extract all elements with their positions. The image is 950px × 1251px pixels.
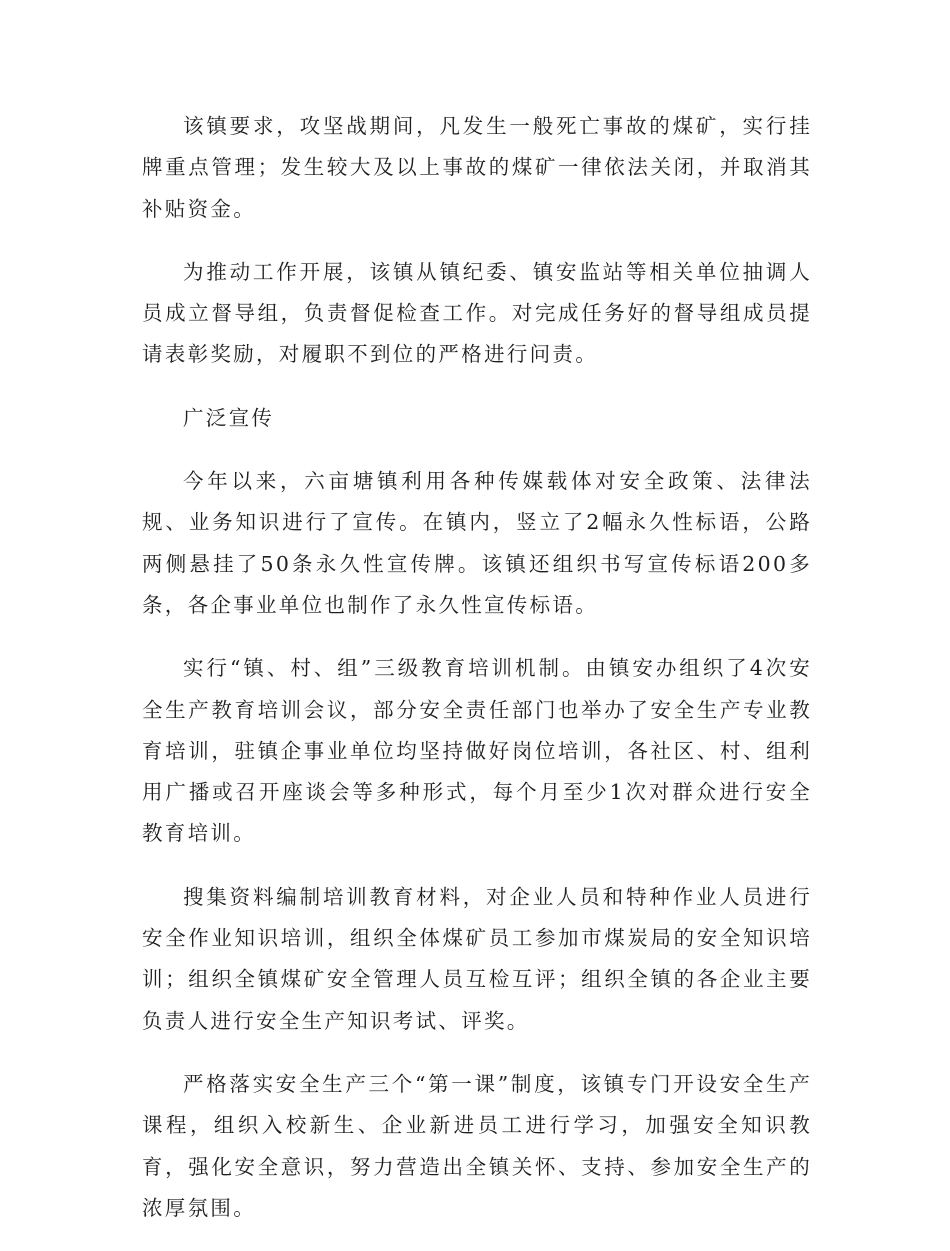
- section-heading-publicity: 广泛宣传: [183, 405, 275, 430]
- paragraph-supervision-team: 为推动工作开展，该镇从镇纪委、镇安监站等相关单位抽调人员成立督导组，负责督促检查工作。对完成任务好的督导组成员提请表彰奖励，对履职不到位的严格进行问责。: [142, 259, 812, 367]
- document-body: [142, 106, 812, 1251]
- paragraph-training-materials: 搜集资料编制培训教育材料，对企业人员和特种作业人员进行安全作业知识培训，组织全体煤矿员工参加市煤炭局的安全知识培训；组织全镇煤矿安全管理人员互检互评；组织全镇的各企业主要负责人进行安全生产知识考试、评奖。: [142, 884, 812, 1033]
- paragraph-accident-policy: 该镇要求，攻坚战期间，凡发生一般死亡事故的煤矿，实行挂牌重点管理；发生较大及以上事故的煤矿一律依法关闭，并取消其补贴资金。: [142, 114, 812, 221]
- paragraph-first-lesson: 严格落实安全生产三个“第一课”制度，该镇专门开设安全生产课程，组织入校新生、企业新进员工进行学习，加强安全知识教育，强化安全意识，努力营造出全镇关怀、支持、参加安全生产的浓厚氛围。: [142, 1071, 812, 1220]
- paragraph-publicity: 今年以来，六亩塘镇利用各种传媒载体对安全政策、法律法规、业务知识进行了宣传。在镇内，竖立了2幅永久性标语，公路两侧悬挂了50条永久性宣传牌。该镇还组织书写宣传标语200多条，各企事业单位也制作了永久性宣传标语。: [142, 469, 812, 617]
- paragraph-three-level-training: 实行“镇、村、组”三级教育培训机制。由镇安办组织了4次安全生产教育培训会议，部分安全责任部门也举办了安全生产专业教育培训，驻镇企事业单位均坚持做好岗位培训，各社区、村、组利用广播或召开座谈会等多种形式，每个月至少1次对群众进行安全教育培训。: [142, 656, 812, 846]
